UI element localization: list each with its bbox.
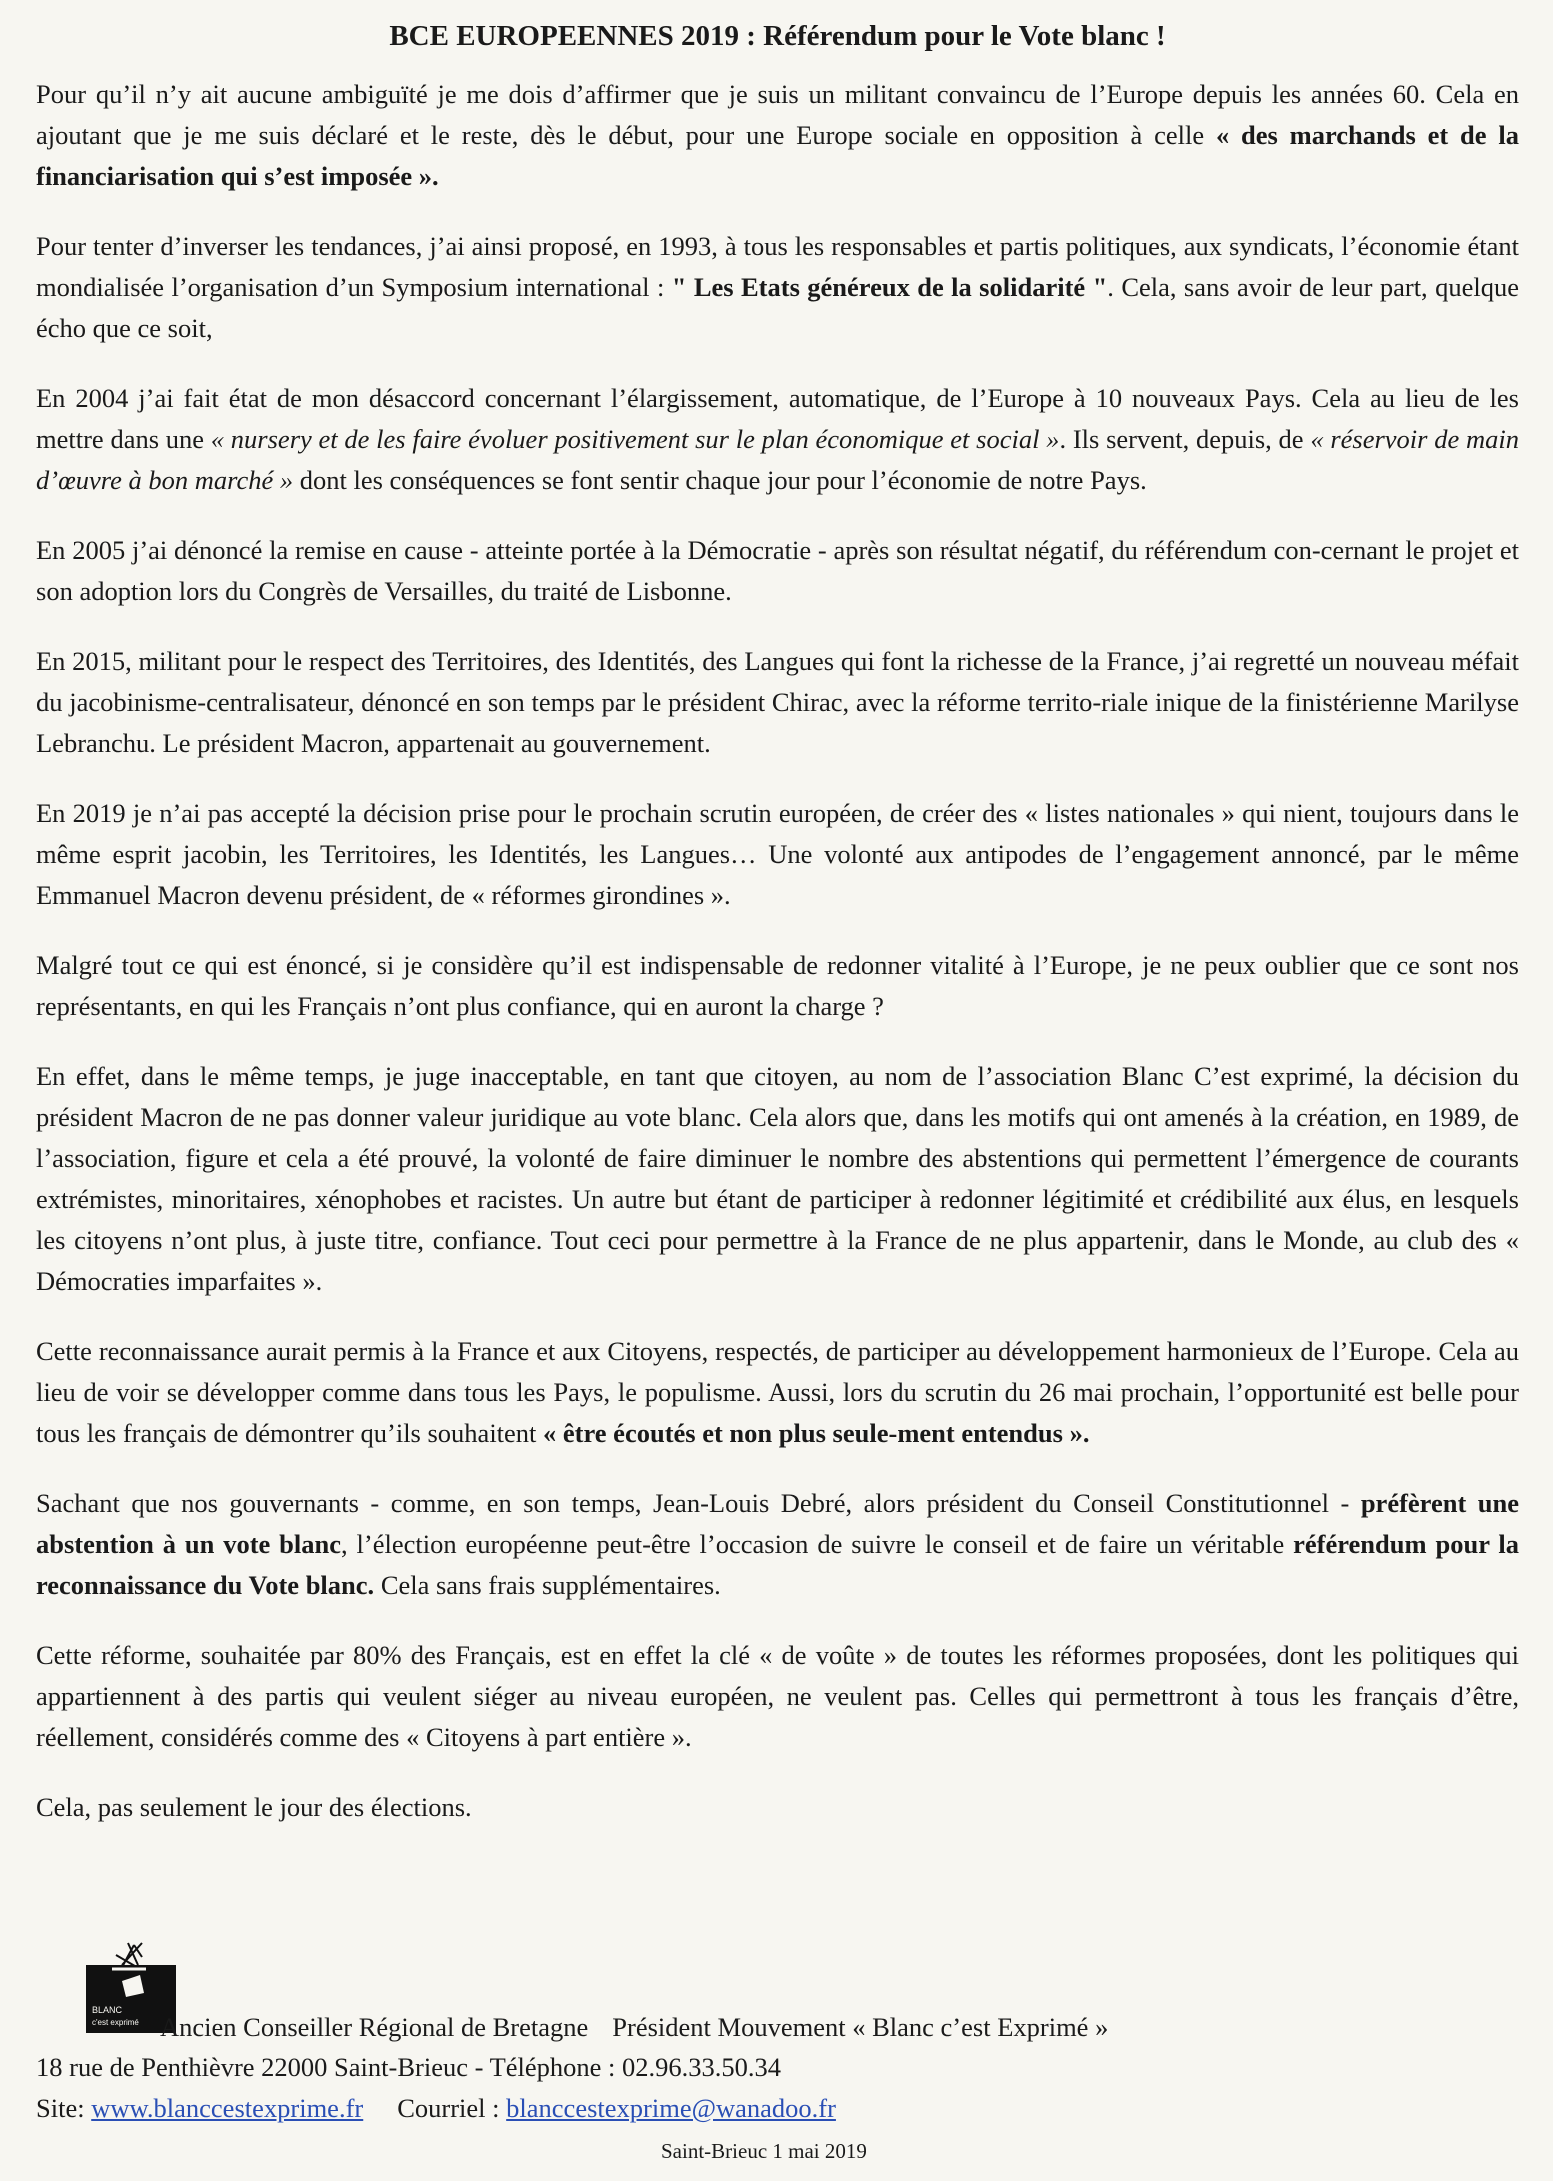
text-run: Pour tenter d’inverser les tendances, j’ai ainsi proposé, en 1993, à tous les responsables et partis politiques, aux syndicats, l’économie étant mondialisée l’organisation d’un Symposium international : (36, 231, 1519, 302)
paragraph (36, 641, 1519, 764)
document-body (36, 74, 1519, 1828)
document-date: Saint-Brieuc 1 mai 2019 (661, 2139, 867, 2163)
text-run: En 2019 je n’ai pas accepté la décision prise pour le prochain scrutin européen, de créer des « listes nationales » qui nient, toujours dans le même esprit jacobin, les Territoires, les Identités, les Langues… Une volonté aux antipodes de l’engagement annoncé, par le même Emmanuel Macron devenu président, de « réformes girondines ». (36, 798, 1519, 910)
text-run: Cette reconnaissance aurait permis à la France et aux Citoyens, respectés, de participer au développement harmonieux de l’Europe. Cela au lieu de voir se développer comme dans tous les Pays, le populisme. Aussi, lors du scrutin du 26 mai prochain, l’opportunité est belle pour tous les français de démontrer qu’ils souhaitent (36, 1336, 1519, 1448)
paragraph (36, 74, 1519, 197)
document-title: BCE EUROPEENNES 2019 : Référendum pour le Vote blanc ! (389, 20, 1166, 52)
paragraph (36, 1056, 1519, 1302)
text-run: En 2004 j’ai fait état de mon désaccord concernant l’élargissement, automatique, de l’Europe à 10 nouveaux Pays. Cela au lieu de les mettre dans une (36, 383, 1519, 454)
text-run: Pour qu’il n’y ait aucune ambiguïté je me dois d’affirmer que je suis un militant convaincu de l’Europe depuis les années 60. Cela en ajoutant que je me suis déclaré et le reste, dès le début, pour une Europe sociale en opposition à celle (36, 79, 1519, 150)
contact-line (36, 2091, 836, 2125)
paragraph (36, 530, 1519, 612)
email-label: Courriel : (397, 2093, 500, 2123)
bold-text: " Les Etats généreux de la solidarité " (671, 272, 1108, 302)
text-run: En 2005 j’ai dénoncé la remise en cause - atteinte portée à la Démocratie - après son résultat négatif, du référendum con-cernant le projet et son adoption lors du Congrès de Versailles, du traité de Lisbonne. (36, 535, 1519, 606)
paragraph (36, 226, 1519, 349)
logo-text-blanc: BLANC (92, 2005, 123, 2015)
text-run: dont les conséquences se font sentir chaque jour pour l’économie de notre Pays. (293, 465, 1147, 495)
bold-text: référendum pour la reconnaissance du Vote blanc. (36, 1529, 1519, 1600)
website-link[interactable]: www.blanccestexprime.fr (91, 2093, 364, 2123)
bold-text: préfèrent une abstention à un vote blanc (36, 1488, 1519, 1559)
text-run: Sachant que nos gouvernants - comme, en son temps, Jean-Louis Debré, alors président du Conseil Constitutionnel - (36, 1488, 1361, 1518)
bold-text: « être écoutés et non plus seule-ment entendus ». (543, 1418, 1090, 1448)
text-run: Cela, pas seulement le jour des élections. (36, 1792, 472, 1822)
text-run: Malgré tout ce qui est énoncé, si je considère qu’il est indispensable de redonner vitalité à l’Europe, je ne peux oublier que ce sont nos représentants, en qui les Français n’ont plus confiance, qui en auront la charge ? (36, 950, 1519, 1021)
italic-text: « nursery et de les faire évoluer positivement sur le plan économique et social » (210, 424, 1060, 454)
paragraph (36, 945, 1519, 1027)
italic-text: « réservoir de main d’œuvre à bon marché » (36, 424, 1519, 495)
paragraph (36, 378, 1519, 501)
text-run: . Ils servent, depuis, de (1059, 424, 1311, 454)
text-run: En 2015, militant pour le respect des Territoires, des Identités, des Langues qui font la richesse de la France, j’ai regretté un nouveau méfait du jacobinisme-centralisateur, dénoncé en son temps par le président Chirac, avec la réforme territo-riale inique de la finistérienne Marilyse Lebranchu. Le président Macron, appartenait au gouvernement. (36, 646, 1519, 758)
paragraph (36, 1635, 1519, 1758)
logo-text-exprime: c'est exprimé (92, 2018, 139, 2027)
paragraph (36, 1483, 1519, 1606)
text-run: , l’élection européenne peut-être l’occasion de suivre le conseil et de faire un véritable (341, 1529, 1294, 1559)
text-run: . Cela, sans avoir de leur part, quelque écho que ce soit, (36, 272, 1519, 343)
paragraph (36, 793, 1519, 916)
email-link[interactable]: blanccestexprime@wanadoo.fr (506, 2093, 836, 2123)
paragraph (36, 1331, 1519, 1454)
text-run: Cette réforme, souhaitée par 80% des Français, est en effet la clé « de voûte » de toutes les réformes proposées, dont les politiques qui appartiennent à des partis qui veulent siéger au niveau européen, ne veulent pas. Celles qui permettront à tous les français d’être, réellement, considérés comme des « Citoyens à part entière ». (36, 1640, 1519, 1752)
role-movement-president: Président Mouvement « Blanc c’est Exprimé » (612, 2012, 1109, 2042)
text-run: Cela sans frais supplémentaires. (374, 1570, 721, 1600)
text-run: En effet, dans le même temps, je juge inacceptable, en tant que citoyen, au nom de l’association Blanc C’est exprimé, la décision du président Macron de ne pas donner valeur juridique au vote blanc. Cela alors que, dans les motifs qui ont amenés à la création, en 1989, de l’association, figure et cela a été prouvé, la volonté de faire diminuer le nombre des abstentions qui permettent l’émergence de courants extrémistes, minoritaires, xénophobes et racistes. Un autre but étant de participer à redonner légitimité et crédibilité aux élus, en lesquels les citoyens n’ont plus, à juste titre, confiance. Tout ceci pour permettre à la France de ne plus appartenir, dans le Monde, au club des « Démocraties imparfaites ». (36, 1061, 1519, 1296)
paragraph (36, 1787, 1519, 1828)
site-label: Site: (36, 2093, 85, 2123)
role-regional-councillor: Ancien Conseiller Régional de Bretagne (160, 2012, 589, 2042)
signatory-roles (160, 2010, 1108, 2044)
bold-text: « des marchands et de la financiarisation qui s’est imposée ». (36, 120, 1519, 191)
postal-address: 18 rue de Penthièvre 22000 Saint-Brieuc - Téléphone : 02.96.33.50.34 (36, 2052, 782, 2082)
